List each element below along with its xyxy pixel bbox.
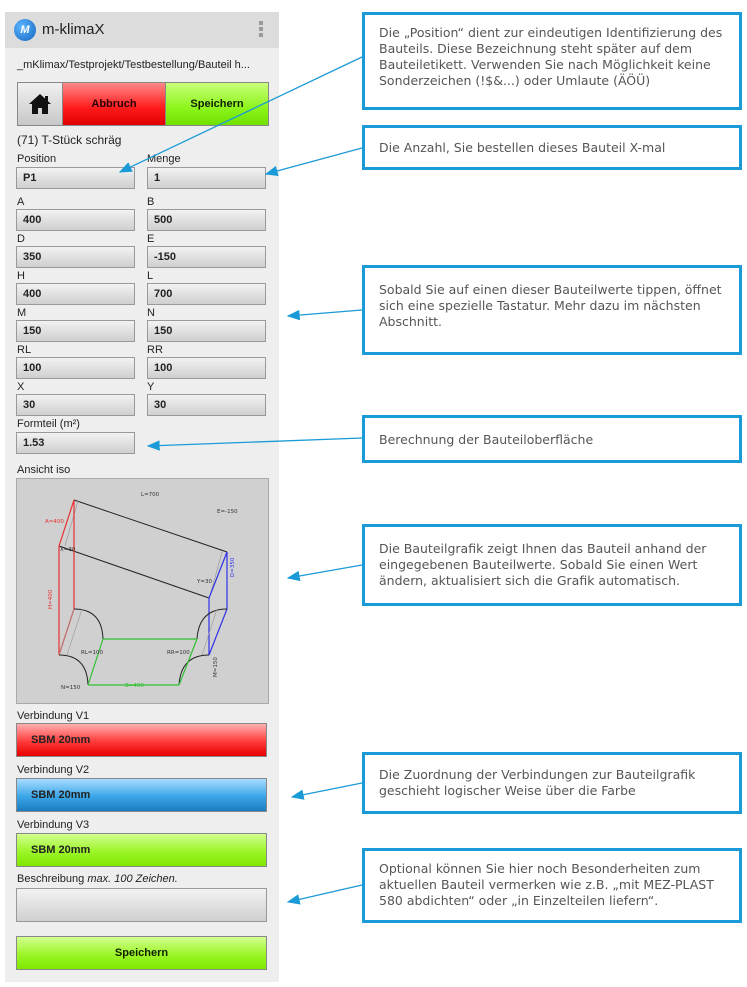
edge-top-back <box>74 500 227 552</box>
arrow-values <box>288 310 362 316</box>
dim-text-x: X=30 <box>60 547 76 553</box>
field-label-rl: RL <box>17 344 32 356</box>
callout-connections: Die Zuordnung der Verbindungen zur Bauteilgrafik geschieht logischer Weise über die Farbe <box>362 752 742 814</box>
field-label-position: Position <box>17 153 57 165</box>
dim-x-field[interactable]: 30 <box>16 394 135 416</box>
part-title: (71) T-Stück schräg <box>17 133 122 147</box>
position-field[interactable]: P1 <box>16 167 135 189</box>
description-input[interactable] <box>16 888 267 922</box>
callout-values: Sobald Sie auf einen dieser Bauteilwerte tippen, öffnet sich eine spezielle Tastatur. Mehr dazu im nächsten Abschnitt. <box>362 265 742 355</box>
field-label-e: E <box>147 233 155 245</box>
field-label-y: Y <box>147 381 155 393</box>
dim-text-y: Y=30 <box>197 579 212 585</box>
connection-v3-label: Verbindung V3 <box>17 819 90 831</box>
field-label-a: A <box>17 196 25 208</box>
description-label-text: Beschreibung <box>17 873 85 885</box>
part-graphic <box>16 478 269 704</box>
callout-description: Optional können Sie hier noch Besonderheiten zum aktuellen Bauteil vermerken wie z.B. „mit MEZ-PLAST 580 abdichten“ oder „in Einzelteilen liefern“. <box>362 848 742 923</box>
edge-top-front <box>59 546 209 598</box>
arrow-description <box>288 885 362 902</box>
dim-e-field[interactable]: -150 <box>147 246 266 268</box>
dim-l-field[interactable]: 700 <box>147 283 266 305</box>
dim-text-h: H=400 <box>48 589 54 609</box>
app-bar <box>5 12 279 48</box>
field-label-h: H <box>17 270 25 282</box>
dim-m-field[interactable]: 150 <box>16 320 135 342</box>
dim-text-a: A=400 <box>45 519 64 525</box>
part-iso-drawing <box>17 479 268 703</box>
connection-v1-label: Verbindung V1 <box>17 710 90 722</box>
field-label-l: L <box>147 270 154 282</box>
dim-text-b: B=400 <box>125 683 144 689</box>
dim-n-field[interactable]: 150 <box>147 320 266 342</box>
dim-rl-field[interactable]: 100 <box>16 357 135 379</box>
dim-b-field[interactable]: 500 <box>147 209 266 231</box>
description-label <box>17 873 178 885</box>
area-label: Formteil (m²) <box>17 418 80 430</box>
field-label-menge: Menge <box>147 153 181 165</box>
connection-v2-label: Verbindung V2 <box>17 764 90 776</box>
dim-text-m: M=150 <box>213 657 219 677</box>
callout-quantity: Die Anzahl, Sie bestellen dieses Bauteil X-mal <box>362 125 742 170</box>
connection-v1-select[interactable]: SBM 20mm <box>16 723 267 757</box>
field-label-x: X <box>17 381 25 393</box>
dim-rr-field[interactable]: 100 <box>147 357 266 379</box>
arrow-graphic <box>288 565 362 578</box>
dim-text-l: L=700 <box>141 492 160 498</box>
app-screen <box>5 12 279 982</box>
dim-text-n: N=150 <box>61 685 81 691</box>
field-label-m: M <box>17 307 27 319</box>
cancel-button[interactable]: Abbruch <box>63 83 166 125</box>
dim-h-field[interactable]: 400 <box>16 283 135 305</box>
field-label-n: N <box>147 307 155 319</box>
save-bottom-button[interactable]: Speichern <box>16 936 267 970</box>
branch-curves <box>59 609 227 685</box>
graphic-label: Ansicht iso <box>17 464 71 476</box>
description-hint: max. 100 Zeichen. <box>87 873 178 885</box>
dim-text-rr: RR=100 <box>167 650 190 656</box>
dim-text-e: E=-150 <box>217 509 238 515</box>
callout-graphic: Die Bauteilgrafik zeigt Ihnen das Bauteil anhand der eingegebenen Bauteilwerte. Sobald Sie einen Wert ändern, aktualisiert sich die Grafik automatisch. <box>362 524 742 606</box>
field-label-b: B <box>147 196 155 208</box>
home-icon <box>28 93 52 115</box>
callout-position: Die „Position“ dient zur eindeutigen Identifizierung des Bauteils. Diese Bezeichnung steht später auf dem Bauteiletikett. Verwenden Sie nach Möglichkeit keine Sonderzeichen (!$&...) oder Umlaute (ÄÖÜ) <box>362 12 742 110</box>
dim-text-rl: RL=100 <box>81 650 103 656</box>
field-label-d: D <box>17 233 25 245</box>
field-label-rr: RR <box>147 344 163 356</box>
arrow-quantity <box>266 148 362 174</box>
area-field: 1.53 <box>16 432 135 454</box>
connection-v2-select[interactable]: SBM 20mm <box>16 778 267 812</box>
connection-v3-outline <box>88 639 197 685</box>
save-button[interactable]: Speichern <box>166 83 268 125</box>
quantity-field[interactable]: 1 <box>147 167 266 189</box>
overflow-menu-icon[interactable] <box>259 21 263 39</box>
breadcrumb: _mKlimax/Testprojekt/Testbestellung/Bauteil h... <box>17 59 250 71</box>
arrow-connections <box>292 783 362 797</box>
dim-a-field[interactable]: 400 <box>16 209 135 231</box>
home-button[interactable] <box>18 83 63 125</box>
app-title: m-klimaX <box>42 21 105 38</box>
app-logo-icon: M <box>14 19 36 41</box>
dim-text-d: D=350 <box>230 557 236 577</box>
action-bar <box>17 82 269 126</box>
connection-v3-select[interactable]: SBM 20mm <box>16 833 267 867</box>
dim-d-field[interactable]: 350 <box>16 246 135 268</box>
dim-y-field[interactable]: 30 <box>147 394 266 416</box>
callout-area: Berechnung der Bauteiloberfläche <box>362 415 742 463</box>
